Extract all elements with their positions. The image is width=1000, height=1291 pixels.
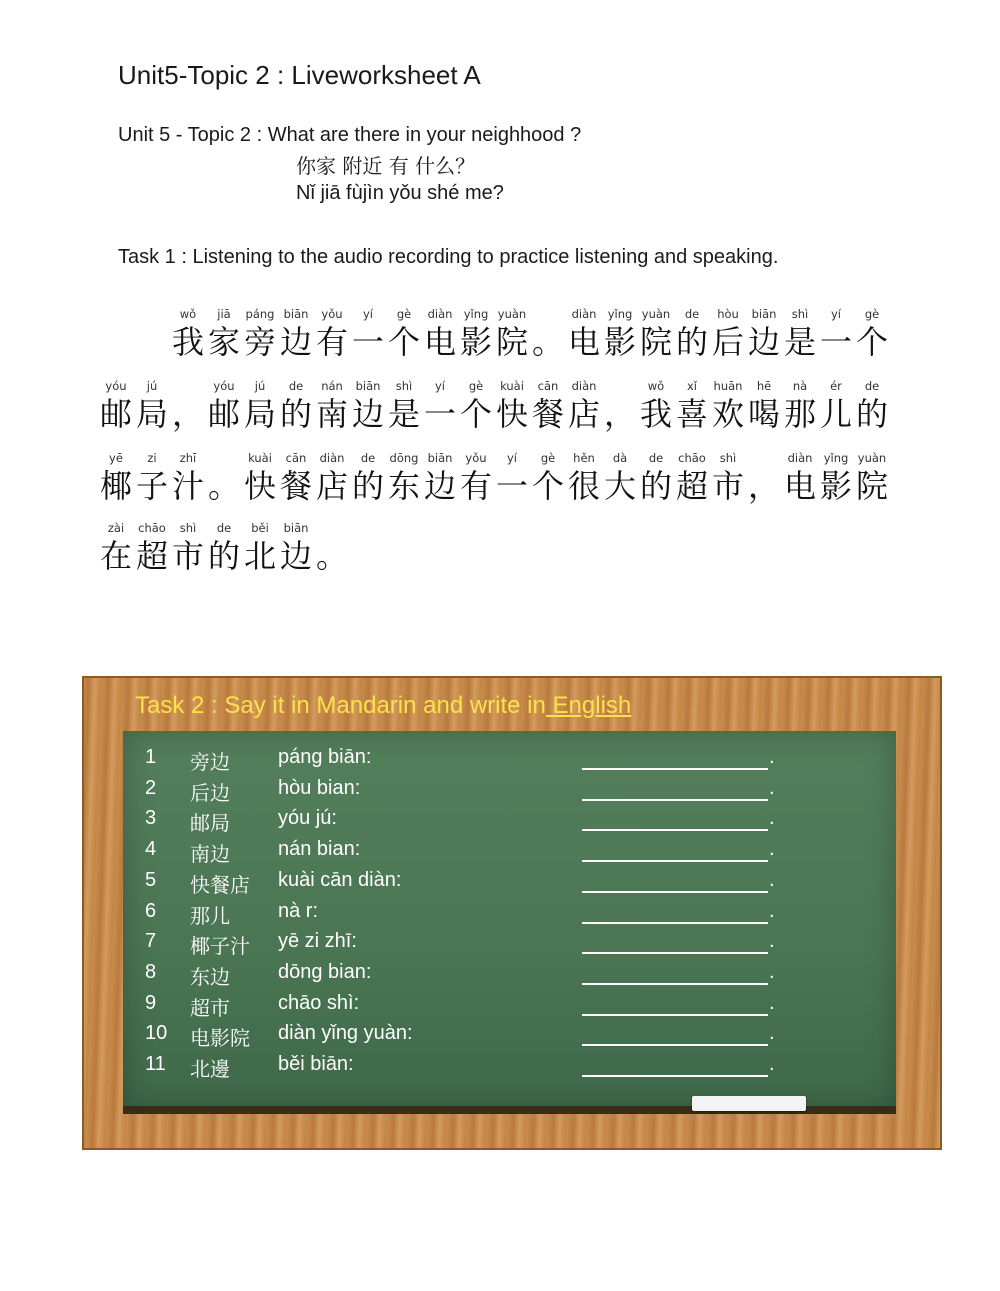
passage-hanzi: 后 — [711, 323, 744, 361]
passage-hanzi: 院 — [639, 323, 672, 361]
vocab-number: 8 — [145, 960, 157, 983]
passage-hanzi: 汁 — [171, 467, 204, 505]
passage-pinyin: cān — [537, 379, 559, 393]
passage-char — [170, 378, 206, 434]
passage-hanzi: 市 — [711, 467, 744, 505]
task2-title-english: English — [545, 692, 632, 719]
answer-period: . — [769, 960, 775, 983]
passage-char — [386, 306, 422, 362]
vocab-pinyin: páng biān: — [278, 746, 372, 768]
passage-hanzi: 。 — [531, 323, 564, 361]
passage-pinyin: yǒu — [321, 307, 343, 321]
passage-char — [602, 306, 638, 362]
passage-char — [206, 306, 242, 362]
passage-char — [206, 520, 242, 576]
passage-pinyin: běi — [251, 521, 269, 535]
passage-hanzi: ， — [171, 395, 204, 433]
vocab-number: 3 — [145, 807, 157, 830]
passage-pinyin: nà — [792, 379, 808, 393]
passage-char — [314, 306, 350, 362]
answer-input[interactable] — [582, 809, 768, 831]
passage-char — [530, 378, 566, 434]
passage-char — [350, 450, 386, 506]
passage-hanzi: 邮 — [207, 395, 240, 433]
vocab-pinyin: nà r: — [278, 899, 319, 922]
passage-pinyin: shì — [791, 307, 809, 321]
passage-hanzi: 边 — [279, 537, 312, 575]
passage-hanzi: 的 — [639, 467, 672, 505]
passage-pinyin: zi — [147, 451, 157, 465]
vocab-row — [145, 774, 785, 804]
answer-period: . — [769, 1053, 775, 1075]
vocab-row — [145, 927, 785, 957]
passage-char — [818, 306, 854, 362]
passage-hanzi: 店 — [567, 395, 600, 433]
passage-char — [134, 378, 170, 434]
passage-pinyin: diàn — [787, 451, 813, 465]
passage-char — [242, 306, 278, 362]
passage-pinyin: gè — [396, 307, 412, 321]
passage-char — [746, 306, 782, 362]
passage-pinyin: de — [288, 379, 304, 393]
passage-hanzi: 南 — [315, 395, 348, 433]
passage-hanzi: 电 — [423, 323, 456, 361]
passage-pinyin: wǒ — [647, 379, 665, 393]
passage-pinyin: gè — [864, 307, 880, 321]
passage-pinyin: yí — [506, 451, 517, 465]
topic-question: Unit 5 - Topic 2 : What are there in your neighhood ? — [118, 124, 582, 146]
passage-char — [98, 450, 134, 506]
passage-hanzi: 影 — [603, 323, 636, 361]
passage-char — [422, 378, 458, 434]
vocab-pinyin: diàn yǐng yuàn: — [278, 1022, 413, 1045]
passage-char — [170, 306, 206, 362]
passage-pinyin: biān — [751, 307, 777, 321]
passage-pinyin: yuàn — [641, 307, 671, 321]
passage-pinyin: yǒu — [465, 451, 487, 465]
answer-input[interactable] — [582, 840, 768, 862]
passage-pinyin: diàn — [319, 451, 345, 465]
passage-char — [710, 450, 746, 506]
passage-hanzi: 边 — [423, 467, 456, 505]
passage-char — [134, 450, 170, 506]
passage-char — [242, 450, 278, 506]
topic-question-chinese: 你家 附近 有 什么？ — [296, 154, 476, 178]
passage-pinyin: yóu — [213, 379, 235, 393]
passage-hanzi: 个 — [387, 323, 420, 361]
passage-char — [494, 306, 530, 362]
passage-pinyin: gè — [468, 379, 484, 393]
passage-char — [494, 450, 530, 506]
answer-period: . — [769, 807, 775, 830]
vocab-chinese: 后边 — [190, 780, 230, 805]
passage-hanzi: 快 — [495, 395, 528, 433]
passage-char — [422, 306, 458, 362]
passage-hanzi: 餐 — [279, 467, 312, 505]
passage-char — [674, 306, 710, 362]
answer-period: . — [769, 930, 775, 953]
passage-pinyin: de — [216, 521, 232, 535]
passage-char — [782, 306, 818, 362]
vocab-number: 5 — [145, 868, 157, 891]
passage-line-2 — [98, 378, 890, 434]
passage-pinyin: de — [684, 307, 700, 321]
vocab-row — [145, 958, 785, 988]
passage-hanzi: 影 — [819, 467, 852, 505]
passage-char — [674, 378, 710, 434]
vocab-number: 10 — [145, 1022, 168, 1045]
passage-pinyin: diàn — [571, 379, 597, 393]
passage-hanzi: 。 — [207, 467, 240, 505]
passage-pinyin: biān — [283, 307, 309, 321]
passage-char — [602, 450, 638, 506]
passage-char — [314, 450, 350, 506]
answer-input[interactable] — [582, 963, 768, 985]
passage-hanzi: 的 — [207, 537, 240, 575]
passage-pinyin: yǐng — [823, 451, 849, 465]
passage-hanzi: 电 — [783, 467, 816, 505]
topic-question-pinyin: Nǐ jiā fùjìn yǒu shé me? — [296, 182, 504, 204]
vocab-chinese: 椰子汁 — [190, 934, 250, 959]
passage-hanzi: 有 — [315, 323, 348, 361]
passage-pinyin: zài — [107, 521, 125, 535]
passage-hanzi: 边 — [351, 395, 384, 433]
vocab-pinyin: hòu bian: — [278, 776, 361, 799]
vocab-chinese: 邮局 — [190, 811, 230, 836]
passage-hanzi: ， — [603, 395, 636, 433]
passage-hanzi: 边 — [747, 323, 780, 361]
passage-char — [278, 520, 314, 576]
answer-input[interactable] — [582, 871, 768, 893]
passage-hanzi: 一 — [495, 467, 528, 505]
passage-char — [710, 378, 746, 434]
passage-pinyin: de — [648, 451, 664, 465]
passage-pinyin: páng — [245, 307, 275, 321]
passage-char — [206, 450, 242, 506]
passage-hanzi: 一 — [819, 323, 852, 361]
passage-hanzi: 局 — [135, 395, 168, 433]
passage-hanzi: 个 — [531, 467, 564, 505]
passage-char — [710, 306, 746, 362]
passage-hanzi: 我 — [639, 395, 672, 433]
passage-pinyin: hòu — [717, 307, 739, 321]
passage-pinyin: biān — [355, 379, 381, 393]
passage-pinyin: hěn — [573, 451, 595, 465]
passage-hanzi: 一 — [351, 323, 384, 361]
passage-pinyin: biān — [283, 521, 309, 535]
vocab-number: 6 — [145, 899, 157, 922]
passage-char — [350, 378, 386, 434]
vocab-chinese: 快餐店 — [190, 872, 250, 897]
passage-char — [242, 520, 278, 576]
vocab-number: 2 — [145, 776, 157, 799]
passage-hanzi: 在 — [99, 537, 132, 575]
passage-line-1 — [170, 306, 890, 362]
passage-hanzi: 旁 — [243, 323, 276, 361]
passage-hanzi: 是 — [387, 395, 420, 433]
passage-hanzi: 欢 — [711, 395, 744, 433]
passage-pinyin: de — [864, 379, 880, 393]
passage-hanzi: 超 — [135, 537, 168, 575]
vocab-number: 4 — [145, 838, 157, 861]
passage-char — [602, 378, 638, 434]
passage-char — [458, 450, 494, 506]
passage-pinyin: shì — [395, 379, 413, 393]
vocab-number: 1 — [145, 746, 157, 768]
passage-pinyin: nán — [321, 379, 343, 393]
passage-pinyin: dōng — [389, 451, 419, 465]
vocab-chinese: 超市 — [190, 995, 230, 1020]
passage-char — [746, 378, 782, 434]
passage-pinyin: yí — [830, 307, 841, 321]
passage-pinyin: yē — [109, 451, 123, 465]
passage-hanzi: 局 — [243, 395, 276, 433]
vocab-row — [145, 804, 785, 834]
answer-period: . — [769, 991, 775, 1014]
answer-period: . — [769, 746, 775, 768]
passage-char — [638, 450, 674, 506]
passage-hanzi: 家 — [207, 323, 240, 361]
passage-char — [98, 520, 134, 576]
passage-pinyin: cān — [285, 451, 307, 465]
passage-pinyin: biān — [427, 451, 453, 465]
passage-hanzi: 有 — [459, 467, 492, 505]
passage-char — [170, 450, 206, 506]
passage-hanzi: 院 — [855, 467, 888, 505]
passage-hanzi: 我 — [171, 323, 204, 361]
passage-char — [350, 306, 386, 362]
passage-pinyin: yuàn — [857, 451, 887, 465]
passage-line-4 — [98, 520, 350, 576]
passage-hanzi: 的 — [351, 467, 384, 505]
passage-hanzi: 的 — [279, 395, 312, 433]
vocab-row — [145, 897, 785, 927]
task1-instruction: Task 1 : Listening to the audio recording to practice listening and speaking. — [118, 246, 779, 268]
passage-char — [314, 378, 350, 434]
task2-title-text: Task 2 : Say it in Mandarin and write in — [135, 692, 546, 719]
vocab-chinese: 南边 — [190, 842, 230, 867]
vocab-pinyin: běi biān: — [278, 1053, 354, 1075]
passage-hanzi: 个 — [855, 323, 888, 361]
passage-pinyin: yí — [362, 307, 373, 321]
answer-period: . — [769, 1022, 775, 1045]
answer-input[interactable] — [582, 779, 768, 801]
vocab-number: 9 — [145, 991, 157, 1014]
passage-hanzi: 是 — [783, 323, 816, 361]
passage-pinyin: hē — [756, 379, 772, 393]
passage-char — [386, 450, 422, 506]
vocab-chinese: 旁边 — [190, 750, 230, 774]
passage-pinyin: shì — [719, 451, 737, 465]
passage-char — [566, 378, 602, 434]
passage-char — [494, 378, 530, 434]
passage-pinyin: de — [360, 451, 376, 465]
passage-pinyin: xǐ — [686, 379, 697, 393]
passage-hanzi: 喜 — [675, 395, 708, 433]
passage-char — [98, 378, 134, 434]
passage-hanzi: 一 — [423, 395, 456, 433]
vocab-pinyin: kuài cān diàn: — [278, 868, 402, 891]
passage-pinyin: wǒ — [179, 307, 197, 321]
vocab-chinese: 东边 — [190, 964, 230, 989]
passage-char — [674, 450, 710, 506]
passage-hanzi: 的 — [855, 395, 888, 433]
passage-hanzi: 快 — [243, 467, 276, 505]
passage-char — [206, 378, 242, 434]
passage-char — [638, 378, 674, 434]
vocab-chinese: 北邊 — [190, 1057, 230, 1081]
answer-period: . — [769, 899, 775, 922]
passage-char — [278, 450, 314, 506]
passage-pinyin: chāo — [138, 521, 166, 535]
passage-pinyin: yǐng — [463, 307, 489, 321]
passage-hanzi: 子 — [135, 467, 168, 505]
passage-pinyin: zhī — [179, 451, 197, 465]
passage-char — [422, 450, 458, 506]
answer-input[interactable] — [582, 932, 768, 954]
passage-pinyin: ér — [830, 379, 842, 393]
passage-hanzi: 边 — [279, 323, 312, 361]
vocab-number: 7 — [145, 930, 157, 953]
passage-pinyin: yuàn — [497, 307, 527, 321]
passage-pinyin: yǐng — [607, 307, 633, 321]
passage-hanzi: 那 — [783, 395, 816, 433]
passage-char — [854, 378, 890, 434]
passage-pinyin: kuài — [248, 451, 272, 465]
answer-input[interactable] — [582, 1055, 768, 1077]
passage-char — [458, 306, 494, 362]
passage-char — [782, 450, 818, 506]
passage-hanzi: 电 — [567, 323, 600, 361]
vocab-number: 11 — [145, 1053, 166, 1075]
passage-hanzi: 餐 — [531, 395, 564, 433]
answer-period: . — [769, 838, 775, 861]
passage-char — [746, 450, 782, 506]
vocab-row — [145, 866, 785, 896]
passage-char — [278, 378, 314, 434]
passage-char — [782, 378, 818, 434]
passage-hanzi: 店 — [315, 467, 348, 505]
answer-period: . — [769, 868, 775, 891]
passage-char — [134, 520, 170, 576]
passage-pinyin: diàn — [571, 307, 597, 321]
passage-char — [278, 306, 314, 362]
vocab-row — [145, 835, 785, 865]
passage-pinyin: chāo — [678, 451, 706, 465]
worksheet-title: Unit5-Topic 2 : Liveworksheet A — [118, 60, 481, 90]
passage-line-3 — [98, 450, 890, 506]
passage-pinyin: shì — [179, 521, 197, 535]
passage-hanzi: 。 — [315, 537, 348, 575]
passage-hanzi: 个 — [459, 395, 492, 433]
passage-hanzi: 很 — [567, 467, 600, 505]
passage-hanzi: 市 — [171, 537, 204, 575]
vocab-row — [145, 1050, 785, 1080]
vocab-row — [145, 743, 785, 773]
passage-hanzi: 儿 — [819, 395, 852, 433]
vocab-row — [145, 1019, 785, 1049]
passage-hanzi: 喝 — [747, 395, 780, 433]
vocab-pinyin: yē zi zhī: — [278, 930, 357, 953]
vocab-chinese: 那儿 — [190, 903, 230, 928]
vocab-pinyin: dōng bian: — [278, 960, 372, 983]
vocab-pinyin: yóu jú: — [278, 807, 337, 830]
passage-hanzi: 大 — [603, 467, 636, 505]
answer-period: . — [769, 776, 775, 799]
passage-char — [818, 378, 854, 434]
passage-pinyin: gè — [540, 451, 556, 465]
passage-char — [242, 378, 278, 434]
passage-pinyin: kuài — [500, 379, 524, 393]
task2-title — [135, 692, 631, 720]
answer-input[interactable] — [582, 902, 768, 924]
passage-hanzi: 邮 — [99, 395, 132, 433]
passage-char — [530, 450, 566, 506]
passage-char — [566, 450, 602, 506]
passage-char — [818, 450, 854, 506]
vocab-pinyin: chāo shì: — [278, 991, 360, 1014]
passage-hanzi: ， — [747, 467, 780, 505]
passage-hanzi: 院 — [495, 323, 528, 361]
passage-char — [458, 378, 494, 434]
passage-pinyin: huān — [713, 379, 743, 393]
vocab-row — [145, 989, 785, 1019]
vocab-chinese: 电影院 — [190, 1026, 250, 1051]
passage-hanzi: 北 — [243, 537, 276, 575]
passage-char — [386, 378, 422, 434]
passage-pinyin: dà — [612, 451, 628, 465]
passage-char — [638, 306, 674, 362]
passage-pinyin: diàn — [427, 307, 453, 321]
passage-hanzi: 影 — [459, 323, 492, 361]
passage-pinyin: jú — [146, 379, 158, 393]
passage-char — [530, 306, 566, 362]
passage-char — [314, 520, 350, 576]
passage-char — [566, 306, 602, 362]
vocab-pinyin: nán bian: — [278, 838, 361, 861]
chalk-piece — [692, 1096, 806, 1111]
passage-pinyin: yóu — [105, 379, 127, 393]
passage-pinyin: jiā — [217, 307, 231, 321]
passage-hanzi: 超 — [675, 467, 708, 505]
passage-hanzi: 的 — [675, 323, 708, 361]
passage-hanzi: 椰 — [99, 467, 132, 505]
answer-input[interactable] — [582, 748, 768, 770]
answer-input[interactable] — [582, 994, 768, 1016]
passage-char — [170, 520, 206, 576]
answer-input[interactable] — [582, 1024, 768, 1046]
passage-char — [854, 306, 890, 362]
passage-pinyin: jú — [254, 379, 266, 393]
passage-char — [854, 450, 890, 506]
passage-pinyin: yí — [434, 379, 445, 393]
passage-hanzi: 东 — [387, 467, 420, 505]
